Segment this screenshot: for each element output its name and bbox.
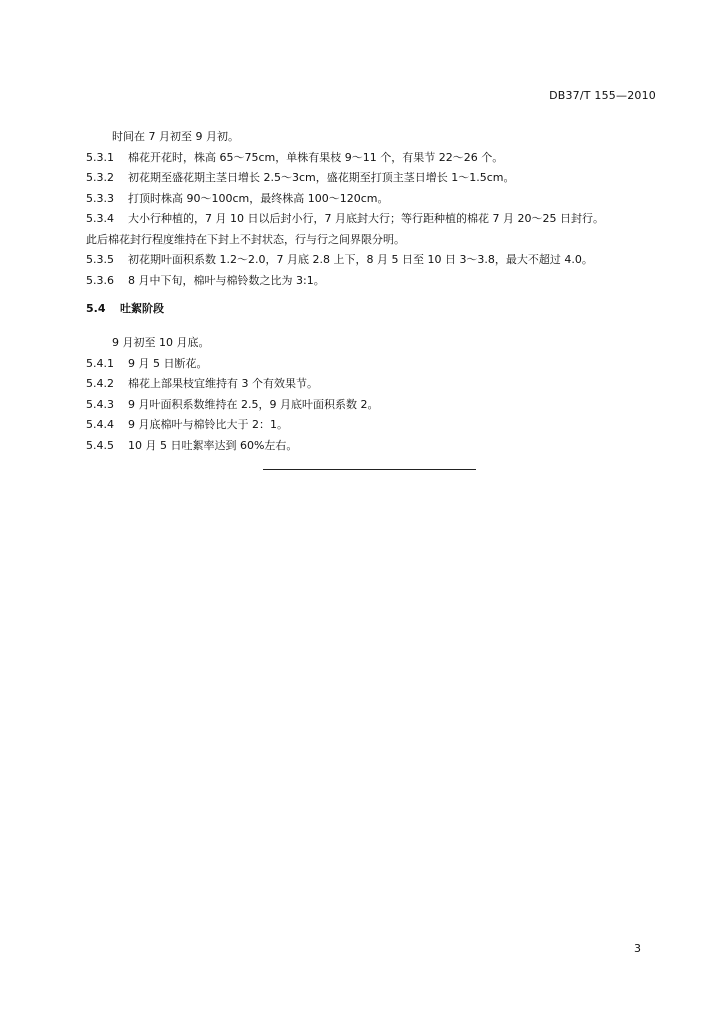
clause-text: 9 月 5 日断花。 xyxy=(128,356,208,370)
clause-number: 5.4.2 xyxy=(86,377,114,390)
clause-text: 初花期叶面积系数 1.2～2.0，7 月底 2.8 上下，8 月 5 日至 10 日 3～3.8，最大不超过 4.0。 xyxy=(128,253,593,266)
clause-5-3-4 xyxy=(86,209,666,230)
clause-number: 5.3.4 xyxy=(86,212,114,225)
clause-text: 打顶时株高 90～100cm，最终株高 100～120cm。 xyxy=(128,191,389,205)
clause-5-4-5 xyxy=(86,436,666,457)
standard-code: DB37/T 155—2010 xyxy=(549,89,656,102)
clause-5-4-2 xyxy=(86,374,666,395)
clause-5-3-4-continuation: 此后棉花封行程度维持在下封上不封状态，行与行之间界限分明。 xyxy=(86,232,405,246)
clause-number: 5.3.3 xyxy=(86,191,114,205)
clause-number: 5.4.3 xyxy=(86,397,114,411)
section-title: 吐絮阶段 xyxy=(120,302,164,315)
clause-text: 初花期至盛花期主茎日增长 2.5～3cm，盛花期至打顶主茎日增长 1～1.5cm。 xyxy=(128,171,515,184)
clause-5-4-3 xyxy=(86,395,666,416)
end-of-document-rule xyxy=(263,469,476,470)
clause-text: 9 月叶面积系数维持在 2.5，9 月底叶面积系数 2。 xyxy=(128,397,379,411)
clause-5-4-1 xyxy=(86,354,666,375)
document-body xyxy=(86,127,666,456)
clause-5-3-5 xyxy=(86,250,666,271)
clause-number: 5.4.4 xyxy=(86,418,114,431)
clause-5-4-4 xyxy=(86,415,666,436)
clause-text: 棉花开花时，株高 65～75cm，单株有果枝 9～11 个，有果节 22～26 个。 xyxy=(128,150,504,164)
clause-5-3-2 xyxy=(86,168,666,189)
clause-number: 5.3.5 xyxy=(86,253,114,266)
clause-number: 5.3.6 xyxy=(86,273,114,287)
clause-5-3-3 xyxy=(86,189,666,210)
clause-5-3-1 xyxy=(86,148,666,169)
section-number: 5.4 xyxy=(86,302,106,315)
clause-5-3-6 xyxy=(86,271,666,292)
section-heading-5-4 xyxy=(86,299,666,319)
page-number: 3 xyxy=(634,942,641,955)
clause-text: 棉花上部果枝宜维持有 3 个有效果节。 xyxy=(128,377,318,390)
clause-number: 5.4.5 xyxy=(86,438,114,452)
clause-number: 5.3.2 xyxy=(86,171,114,184)
clause-text: 大小行种植的，7 月 10 日以后封小行，7 月底封大行；等行距种植的棉花 7 月 20～25 日封行。 xyxy=(128,212,604,225)
clause-text: 8 月中下旬，棉叶与棉铃数之比为 3:1。 xyxy=(128,273,325,287)
clause-number: 5.3.1 xyxy=(86,150,114,164)
section-intro: 9 月初至 10 月底。 xyxy=(112,336,210,349)
clause-number: 5.4.1 xyxy=(86,356,114,370)
continuation-paragraph: 时间在 7 月初至 9 月初。 xyxy=(112,130,239,143)
clause-text: 10 月 5 日吐絮率达到 60%左右。 xyxy=(128,438,298,452)
clause-text: 9 月底棉叶与棉铃比大于 2：1。 xyxy=(128,418,288,431)
